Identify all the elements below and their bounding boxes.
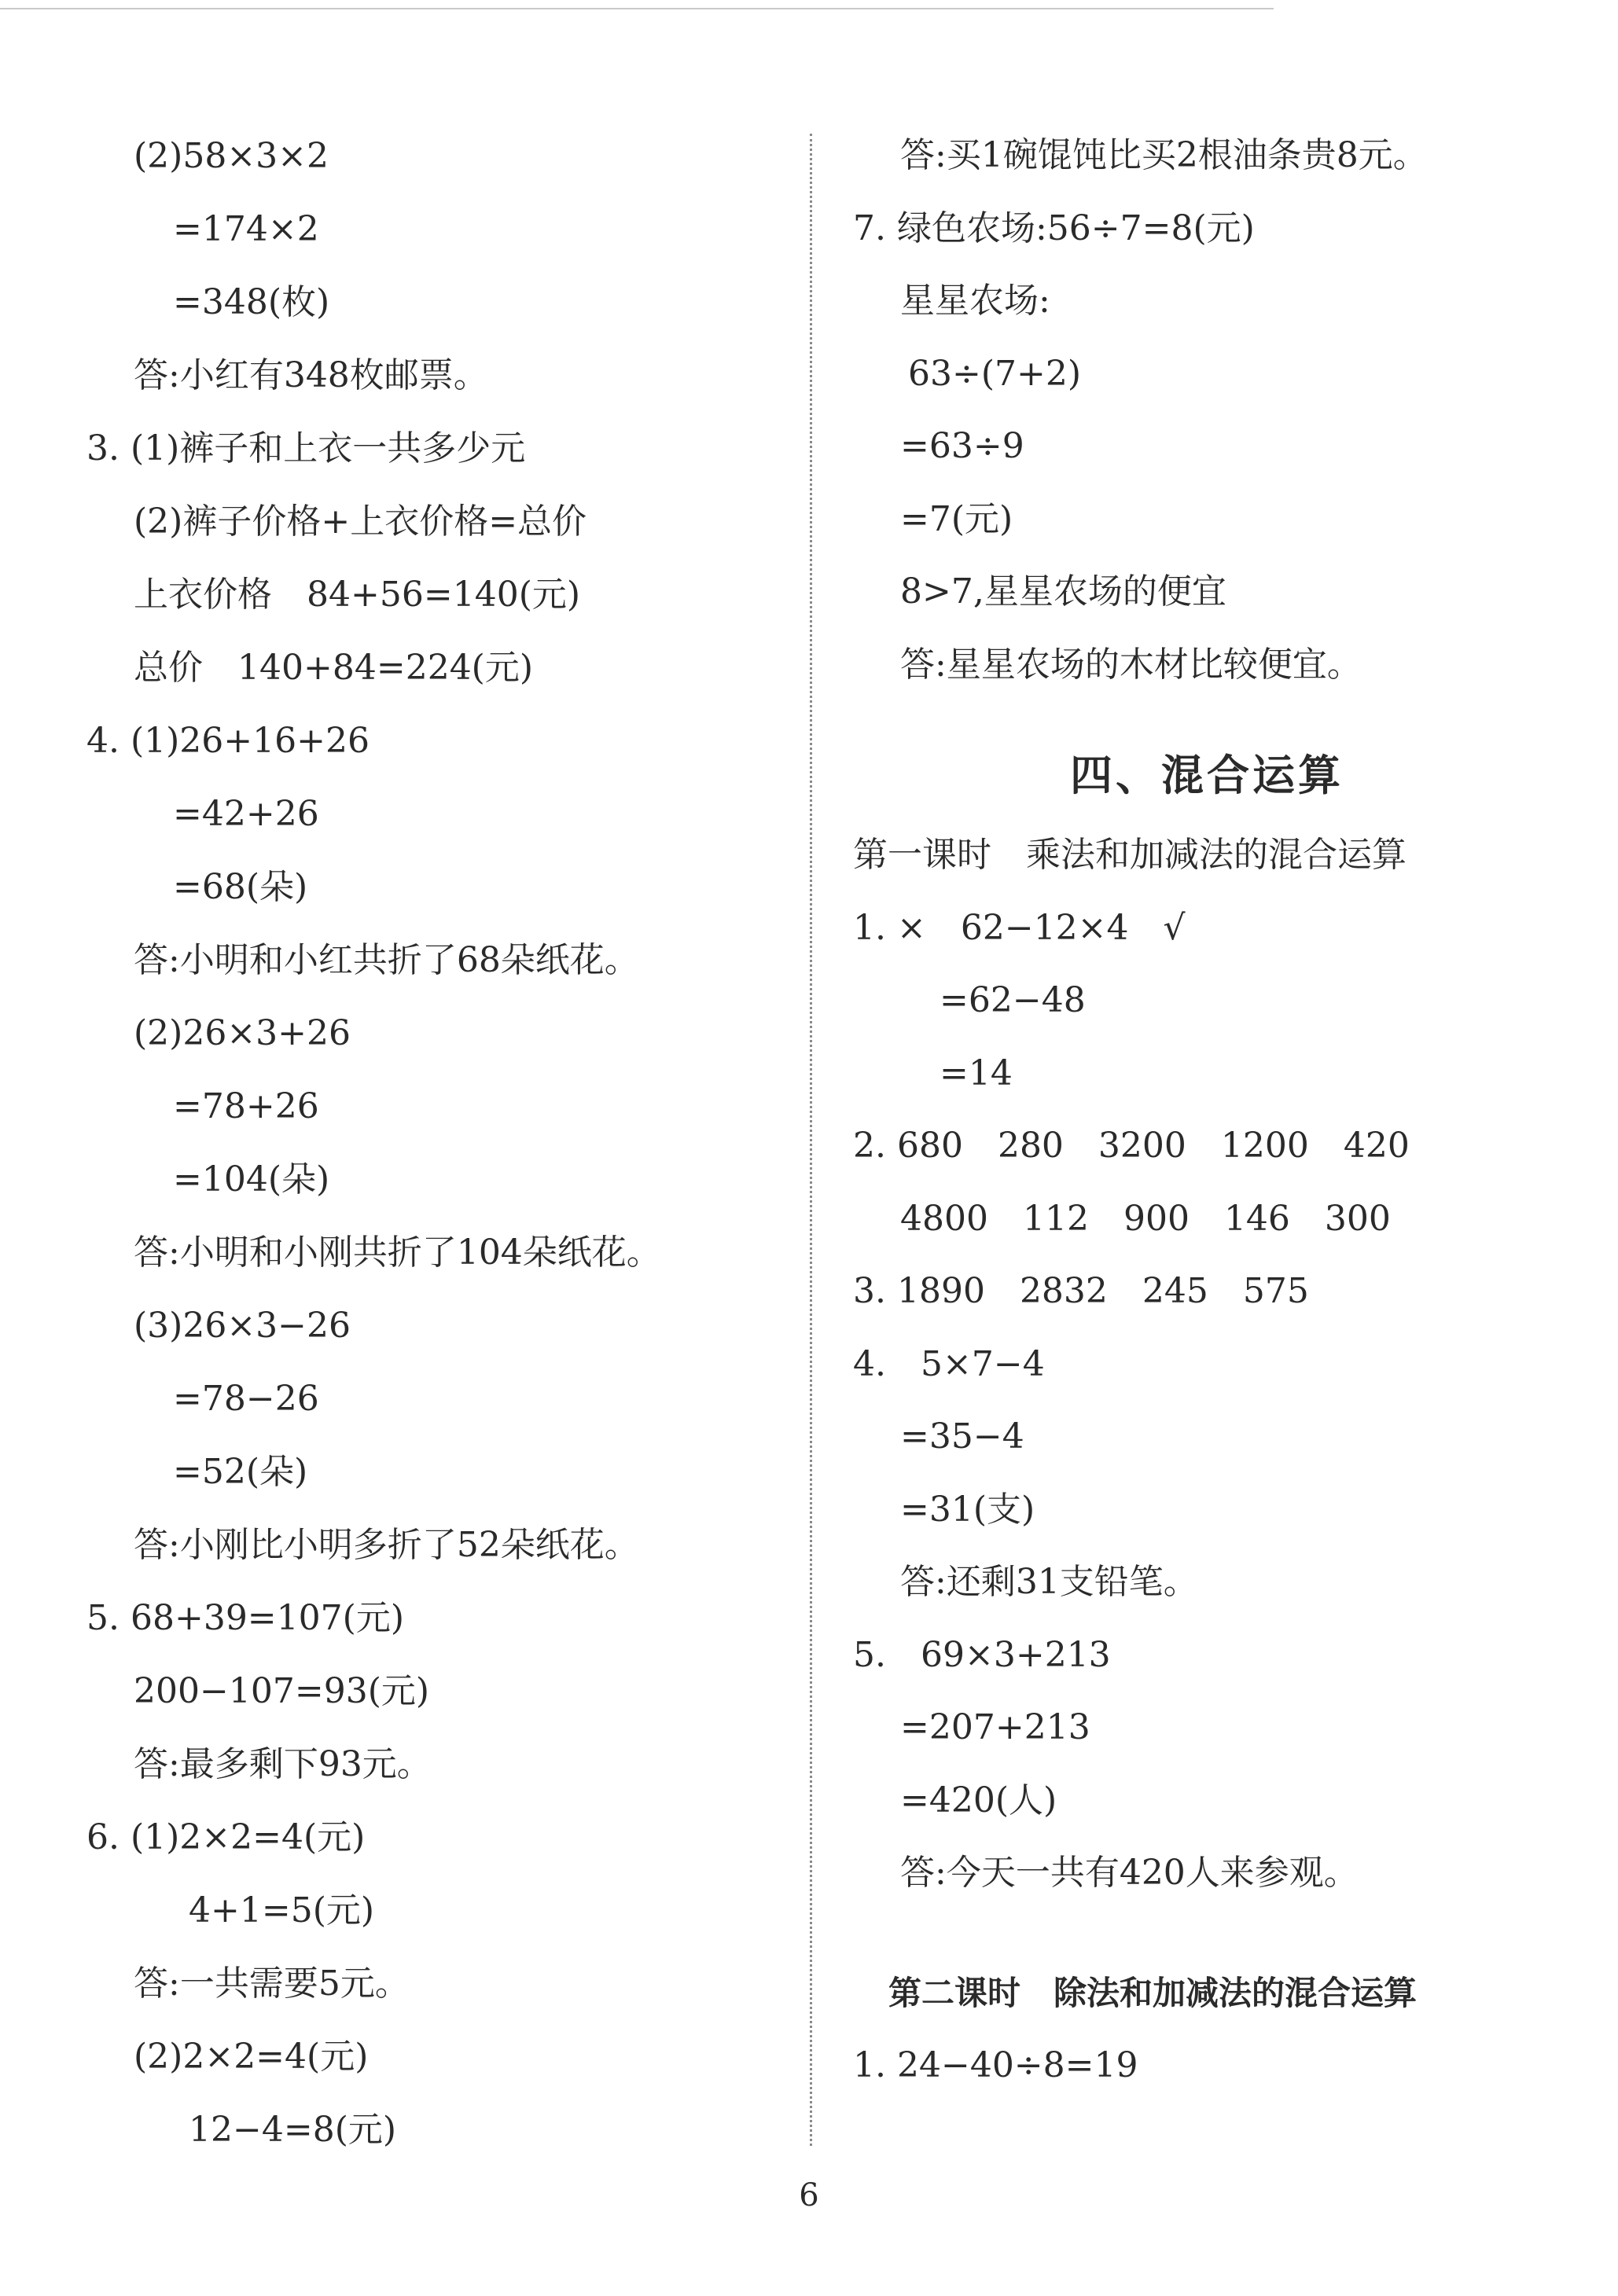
answer-line: 答:星星农场的木材比较便宜。 <box>900 644 1362 685</box>
section-title: 四、混合运算 <box>1070 751 1344 800</box>
column-divider <box>810 134 812 2146</box>
lesson2-title: 第二课时 除法和加减法的混合运算 <box>888 1973 1418 2012</box>
answer-line: 200−107=93(元) <box>134 1671 430 1711</box>
answer-line: 答:一共需要5元。 <box>134 1964 410 2004</box>
answer-line: 上衣价格 84+56=140(元) <box>134 575 581 615</box>
answer-line: 5. 68+39=107(元) <box>86 1598 404 1638</box>
answer-line: =31(支) <box>900 1489 1035 1530</box>
answer-line: (2)58×3×2 <box>134 136 329 176</box>
answer-line: 4. 5×7−4 <box>853 1343 1045 1384</box>
lesson2-answers <box>853 2030 1561 2103</box>
answer-line: 2. 680 280 3200 1200 420 <box>853 1126 1410 1166</box>
answer-line: 答:今天一共有420人来参观。 <box>900 1853 1359 1893</box>
answer-line: 答:买1碗馄饨比买2根油条贵8元。 <box>900 135 1428 175</box>
answer-line: 3. 1890 2832 245 575 <box>853 1271 1309 1311</box>
answer-line: (2)裤子价格+上衣价格=总价 <box>134 501 587 542</box>
answer-line: =35−4 <box>900 1416 1024 1457</box>
top-rule <box>0 8 1274 9</box>
answer-line: 答:最多剩下93元。 <box>134 1744 432 1784</box>
answer-line: =104(朵) <box>173 1159 330 1199</box>
answer-line: 12−4=8(元) <box>189 2110 397 2150</box>
answer-line: =207+213 <box>900 1707 1090 1747</box>
right-column <box>853 119 1561 2103</box>
right-column-top-answers <box>853 119 1561 701</box>
page-number: 6 <box>799 2177 819 2213</box>
answer-line: 答:小刚比小明多折了52朵纸花。 <box>134 1525 639 1565</box>
answer-line: =68(朵) <box>173 867 308 907</box>
answer-line: 4. (1)26+16+26 <box>86 721 370 761</box>
answer-line: (2)26×3+26 <box>134 1013 351 1053</box>
answer-line: 4+1=5(元) <box>189 1890 375 1930</box>
answer-line: (3)26×3−26 <box>134 1306 351 1346</box>
answer-line: 63÷(7+2) <box>908 353 1082 394</box>
answer-line: =420(人) <box>900 1780 1057 1820</box>
answer-line: (2)2×2=4(元) <box>134 2037 369 2077</box>
answer-line: =52(朵) <box>173 1452 308 1492</box>
answer-line: 星星农场: <box>900 281 1050 321</box>
answer-line: =348(枚) <box>173 282 330 322</box>
lesson1-answers <box>853 892 1561 1910</box>
answer-line: =14 <box>940 1052 1013 1093</box>
answer-line: =63÷9 <box>900 426 1024 466</box>
answer-line: 答:还剩31支铅笔。 <box>900 1562 1198 1602</box>
lesson1-title: 第一课时 乘法和加减法的混合运算 <box>853 835 1407 875</box>
answer-line: 总价 140+84=224(元) <box>134 648 534 688</box>
answer-line: 答:小明和小刚共折了104朵纸花。 <box>134 1232 661 1273</box>
left-column <box>86 119 778 2166</box>
answer-line: 答:小红有348枚邮票。 <box>134 355 488 395</box>
answer-line: =42+26 <box>173 794 319 834</box>
answer-line: 5. 69×3+213 <box>853 1634 1111 1675</box>
answer-line: 答:小明和小红共折了68朵纸花。 <box>134 940 639 980</box>
answer-line: =78+26 <box>173 1086 319 1126</box>
answer-line: =174×2 <box>173 209 319 249</box>
answer-line: =7(元) <box>900 498 1013 539</box>
answer-line: =62−48 <box>940 980 1086 1020</box>
answer-line: 3. (1)裤子和上衣一共多少元 <box>86 428 526 468</box>
answer-line: =78−26 <box>173 1379 319 1419</box>
answer-line: 8>7,星星农场的便宜 <box>900 571 1226 612</box>
answer-line: 7. 绿色农场:56÷7=8(元) <box>853 208 1255 248</box>
answer-line: 1. 24−40÷8=19 <box>853 2045 1138 2085</box>
answer-line: 4800 112 900 146 300 <box>900 1198 1391 1239</box>
answer-line: 1. × 62−12×4 √ <box>853 907 1186 948</box>
answer-line: 6. (1)2×2=4(元) <box>86 1817 366 1857</box>
